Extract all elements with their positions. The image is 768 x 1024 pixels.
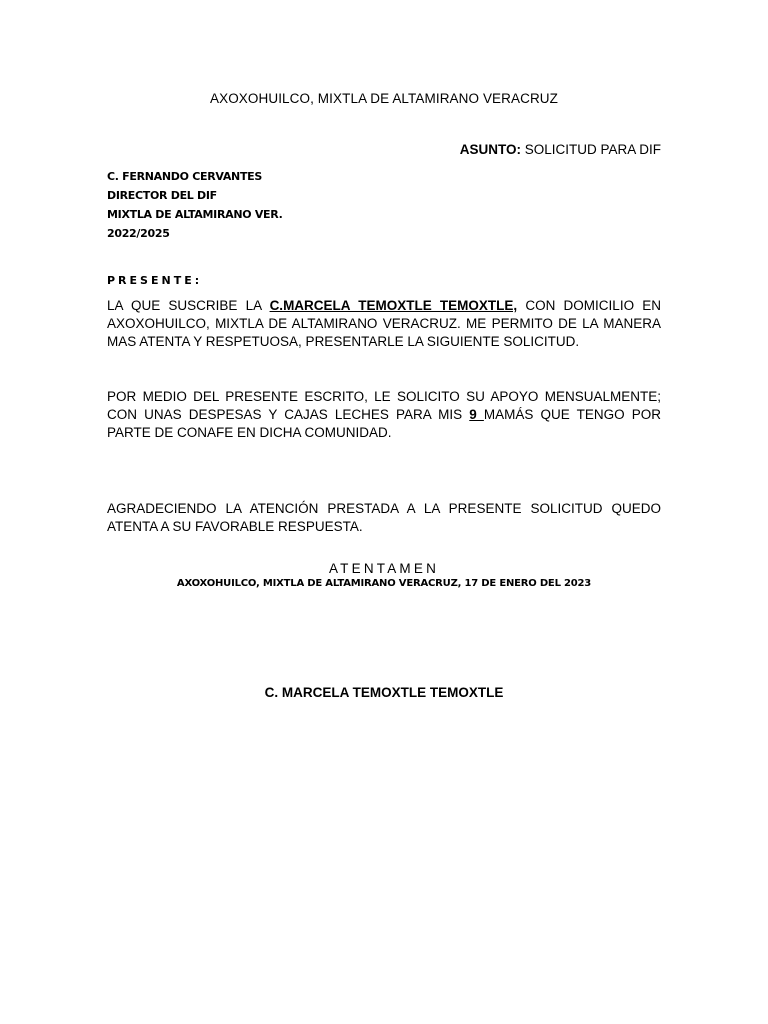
intro-after: CON DOMICILIO EN AXOXOHUILCO, MIXTLA DE ALTAMIRANO VERACRUZ. ME PERMITO DE LA MANERA MAS ATENTA Y RESPETUOSA, PRESENTARLE LA SIGUIENTE SOLICITUD. <box>107 298 662 349</box>
intro-before: LA QUE SUSCRIBE LA <box>107 298 270 313</box>
signature-name: C. MARCELA TEMOXTLE TEMOXTLE <box>264 685 504 700</box>
paragraph-thanks: AGRADECIENDO LA ATENCIÓN PRESTADA A LA PRESENTE SOLICITUD QUEDO ATENTA A SU FAVORABLE RESPUESTA. <box>107 501 661 534</box>
recipient-block <box>107 167 283 243</box>
recipient-period: 2022/2025 <box>107 227 170 240</box>
applicant-name: C.MARCELA TEMOXTLE TEMOXTLE, <box>269 298 518 313</box>
subject-line <box>460 142 661 157</box>
request-after: MAMÁS QUE TENGO POR PARTE DE CONAFE EN DICHA COMUNIDAD. <box>107 407 661 440</box>
recipient-title: DIRECTOR DEL DIF <box>107 189 217 202</box>
recipient-location: MIXTLA DE ALTAMIRANO VER. <box>107 208 283 221</box>
place-header: AXOXOHUILCO, MIXTLA DE ALTAMIRANO VERACRUZ <box>209 91 558 106</box>
recipient-name: C. FERNANDO CERVANTES <box>107 170 262 183</box>
mothers-count: 9 <box>469 407 484 422</box>
subject-label: ASUNTO: <box>459 142 521 157</box>
closing: ATENTAMEN <box>328 561 440 576</box>
paragraph-intro <box>107 297 661 351</box>
request-before: POR MEDIO DEL PRESENTE ESCRITO, LE SOLICITO SU APOYO MENSUALMENTE; CON UNAS DESPESAS Y CAJAS LECHES PARA MIS <box>107 389 661 422</box>
place-date: AXOXOHUILCO, MIXTLA DE ALTAMIRANO VERACRUZ, 17 DE ENERO DEL 2023 <box>176 578 592 589</box>
paragraph-request <box>107 388 661 442</box>
subject-text: SOLICITUD PARA DIF <box>520 142 661 157</box>
salutation: PRESENTE: <box>107 274 203 287</box>
